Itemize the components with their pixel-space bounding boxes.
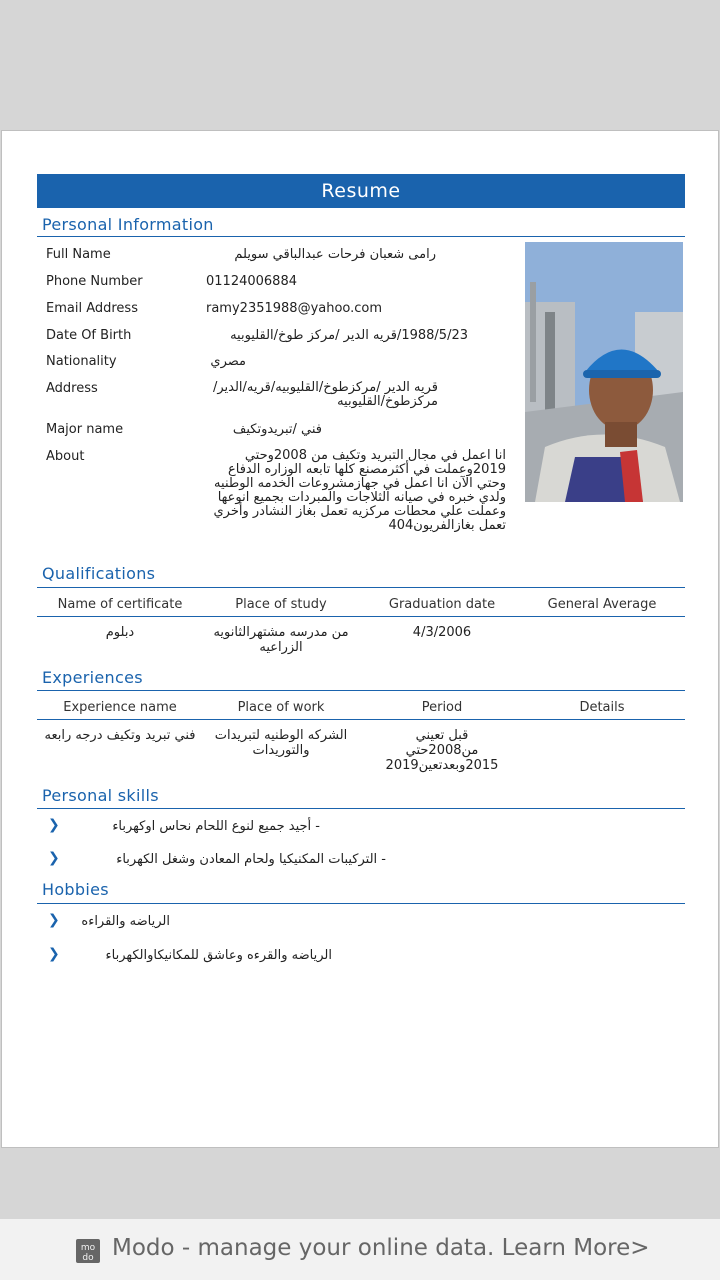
section-divider: [37, 690, 685, 691]
modo-footer-text[interactable]: Modo - manage your online data. Learn More>: [112, 1235, 650, 1261]
chevron-right-icon: ❯: [48, 946, 60, 962]
email-label: Email Address: [46, 301, 138, 316]
dob-label: Date Of Birth: [46, 328, 132, 343]
email-value: ramy2351988@yahoo.com: [206, 301, 383, 316]
profile-photo: [525, 242, 683, 502]
skills-heading: Personal skills: [42, 786, 159, 805]
major-label: Major name: [46, 422, 124, 437]
qual-col-certificate: Name of certificate: [57, 597, 183, 612]
modo-footer-banner[interactable]: [0, 1219, 720, 1280]
personal-info-heading: Personal Information: [42, 215, 214, 234]
modo-logo-icon: [76, 1239, 100, 1263]
svg-text:do: do: [82, 1253, 94, 1263]
address-value: قريه الدير /مركزطوخ/القليوبيه/قريه/الدير/مركزطوخ/القليوبيه: [212, 380, 438, 409]
dob-value: 1988/5/23/قريه الدير /مركز طوخ/القليوبيه: [230, 328, 468, 343]
chevron-right-icon: ❯: [48, 817, 60, 833]
section-divider: [37, 808, 685, 809]
qual-row-certificate: دبلوم: [105, 625, 135, 640]
hobby-item: الرياضه والقرءه وعاشق للمكانيكاوالكهرباء: [105, 948, 332, 963]
qual-col-place: Place of study: [235, 597, 327, 612]
qualifications-heading: Qualifications: [42, 564, 156, 583]
address-label: Address: [46, 381, 98, 396]
hobbies-heading: Hobbies: [42, 880, 109, 899]
about-label: About: [46, 449, 85, 464]
experiences-heading: Experiences: [42, 668, 143, 687]
section-divider: [37, 236, 685, 237]
exp-row-place: الشركه الوطنيه لتبريدات والتوريدات: [214, 728, 348, 758]
worker-photo-illustration: [525, 242, 683, 502]
qual-row-place: من مدرسه مشتهرالثانويه الزراعيه: [213, 625, 349, 655]
nationality-value: مصري: [210, 354, 246, 369]
exp-col-details: Details: [579, 700, 625, 715]
chevron-right-icon: ❯: [48, 850, 60, 866]
section-divider: [37, 587, 685, 588]
table-header-divider: [37, 616, 685, 617]
phone-value: 01124006884: [206, 274, 297, 289]
about-value: انا اعمل في مجال التبريد وتكيف من 2008وحتي 2019وعملت في أكثرمصنع كلها تابعه الوزاره الدفاع وحتي الآن انا اعمل في جهازمشروعات الخدمه الوطنيه ولدي خبره في صيانه الثلاجات والمبردات بجميع انوعها وعملت علي محطات مركزيه تعمل بغاز النشادر وأخري تعمل بغازالفريون404: [213, 448, 506, 533]
hobby-item: الرياضه والقراءه: [81, 914, 170, 929]
major-value: فني /تبريدوتكيف: [232, 422, 322, 437]
exp-col-name: Experience name: [63, 700, 177, 715]
nationality-label: Nationality: [46, 354, 117, 369]
qual-col-average: General Average: [547, 597, 657, 612]
exp-col-place: Place of work: [237, 700, 325, 715]
exp-col-period: Period: [421, 700, 463, 715]
phone-label: Phone Number: [46, 274, 143, 289]
skill-item: - التركيبات المكنيكيا ولحام المعادن وشغل الكهرباء: [116, 852, 386, 867]
resume-page: [1, 130, 719, 1148]
exp-row-period: قبل تعيني من2008حتي 2015وبعدتعين2019: [385, 728, 499, 773]
exp-row-name: فني تبريد وتكيف درجه رابعه: [44, 728, 196, 743]
full-name-label: Full Name: [46, 247, 111, 262]
section-divider: [37, 903, 685, 904]
chevron-right-icon: ❯: [48, 912, 60, 928]
qual-row-date: 4/3/2006: [412, 625, 472, 640]
qual-col-date: Graduation date: [388, 597, 496, 612]
svg-text:mo: mo: [80, 1243, 96, 1253]
resume-title: Resume: [37, 174, 685, 208]
skill-item: - أجيد جميع لنوع اللحام نحاس اوكهرباء: [112, 819, 320, 834]
table-header-divider: [37, 719, 685, 720]
full-name-value: رامى شعبان فرحات عبدالباقي سويلم: [234, 247, 436, 262]
